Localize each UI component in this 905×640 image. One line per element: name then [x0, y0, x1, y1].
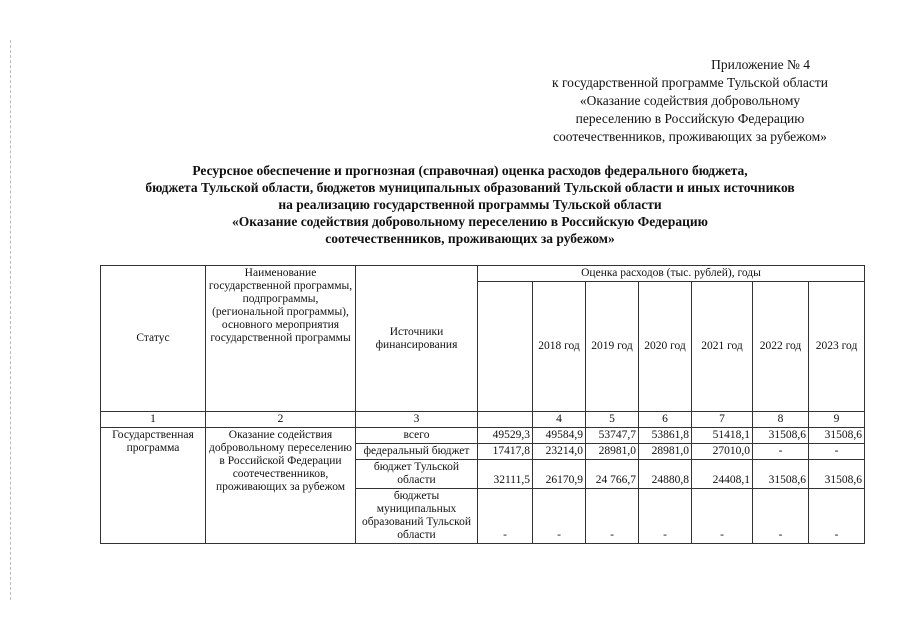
- value-cell: 27010,0: [692, 444, 753, 460]
- value-cell: 26170,9: [533, 460, 586, 489]
- header-status: Статус: [101, 266, 206, 412]
- value-cell: -: [692, 489, 753, 544]
- index-cell: 5: [586, 412, 639, 428]
- value-cell: 31508,6: [753, 460, 809, 489]
- appendix-line: переселению в Российскую Федерацию: [575, 111, 805, 126]
- source-cell: всего: [356, 428, 478, 444]
- value-cell: 31508,6: [809, 428, 865, 444]
- value-cell: 53861,8: [639, 428, 692, 444]
- page-margin-line: [10, 40, 11, 600]
- index-cell: 2: [206, 412, 356, 428]
- header-year: 2020 год: [639, 282, 692, 412]
- value-cell: 24880,8: [639, 460, 692, 489]
- index-cell: [478, 412, 533, 428]
- appendix-number: Приложение № 4: [711, 57, 810, 72]
- header-row: [101, 266, 865, 282]
- value-cell: 53747,7: [586, 428, 639, 444]
- header-year: 2023 год: [809, 282, 865, 412]
- source-cell: федеральный бюджет: [356, 444, 478, 460]
- value-cell: 51418,1: [692, 428, 753, 444]
- source-cell: бюджет Тульской области: [356, 460, 478, 489]
- table-row: [101, 428, 865, 444]
- value-cell: -: [809, 444, 865, 460]
- value-cell: 24408,1: [692, 460, 753, 489]
- budget-table: [100, 265, 865, 544]
- value-cell: -: [639, 489, 692, 544]
- value-cell: 28981,0: [586, 444, 639, 460]
- value-cell: -: [809, 489, 865, 544]
- index-cell: 4: [533, 412, 586, 428]
- value-cell: -: [533, 489, 586, 544]
- title-line: Ресурсное обеспечение и прогнозная (справочная) оценка расходов федерального бюджета,: [192, 163, 748, 178]
- index-cell: 6: [639, 412, 692, 428]
- appendix-line: соотечественников, проживающих за рубежом»: [553, 129, 827, 144]
- value-cell: -: [586, 489, 639, 544]
- title-line: соотечественников, проживающих за рубежом»: [325, 231, 615, 246]
- appendix-block: [520, 56, 860, 146]
- header-estimate: Оценка расходов (тыс. рублей), годы: [478, 266, 865, 282]
- value-cell: 24 766,7: [586, 460, 639, 489]
- index-cell: 7: [692, 412, 753, 428]
- title-line: на реализацию государственной программы Тульской области: [278, 197, 662, 212]
- header-sources: Источники финансирования: [356, 266, 478, 412]
- value-cell: -: [478, 489, 533, 544]
- value-cell: -: [753, 444, 809, 460]
- value-cell: 31508,6: [809, 460, 865, 489]
- index-cell: 1: [101, 412, 206, 428]
- appendix-line: к государственной программе Тульской области: [552, 75, 828, 90]
- appendix-line: «Оказание содействия добровольному: [579, 93, 801, 108]
- index-cell: 9: [809, 412, 865, 428]
- document-title: [100, 162, 840, 247]
- header-year: 2019 год: [586, 282, 639, 412]
- index-cell: 8: [753, 412, 809, 428]
- value-cell: 49584,9: [533, 428, 586, 444]
- index-cell: 3: [356, 412, 478, 428]
- value-cell: 49529,3: [478, 428, 533, 444]
- value-cell: 17417,8: [478, 444, 533, 460]
- status-cell: Государственная программа: [101, 428, 206, 544]
- value-cell: 32111,5: [478, 460, 533, 489]
- header-name: Наименование государственной программы, подпрограммы, (региональной программы), основного мероприятия государственной программы: [206, 266, 356, 412]
- value-cell: 31508,6: [753, 428, 809, 444]
- header-year: 2022 год: [753, 282, 809, 412]
- header-year: 2021 год: [692, 282, 753, 412]
- value-cell: -: [753, 489, 809, 544]
- value-cell: 23214,0: [533, 444, 586, 460]
- header-year-spacer: [478, 282, 533, 412]
- index-row: [101, 412, 865, 428]
- header-year: 2018 год: [533, 282, 586, 412]
- title-line: бюджета Тульской области, бюджетов муниципальных образований Тульской области и иных источников: [145, 180, 795, 195]
- source-cell: бюджеты муниципальных образований Тульской области: [356, 489, 478, 544]
- program-name-cell: Оказание содействия добровольному переселению в Российской Федерации соотечественников, проживающих за рубежом: [206, 428, 356, 544]
- value-cell: 28981,0: [639, 444, 692, 460]
- title-line: «Оказание содействия добровольному переселению в Российскую Федерацию: [232, 214, 708, 229]
